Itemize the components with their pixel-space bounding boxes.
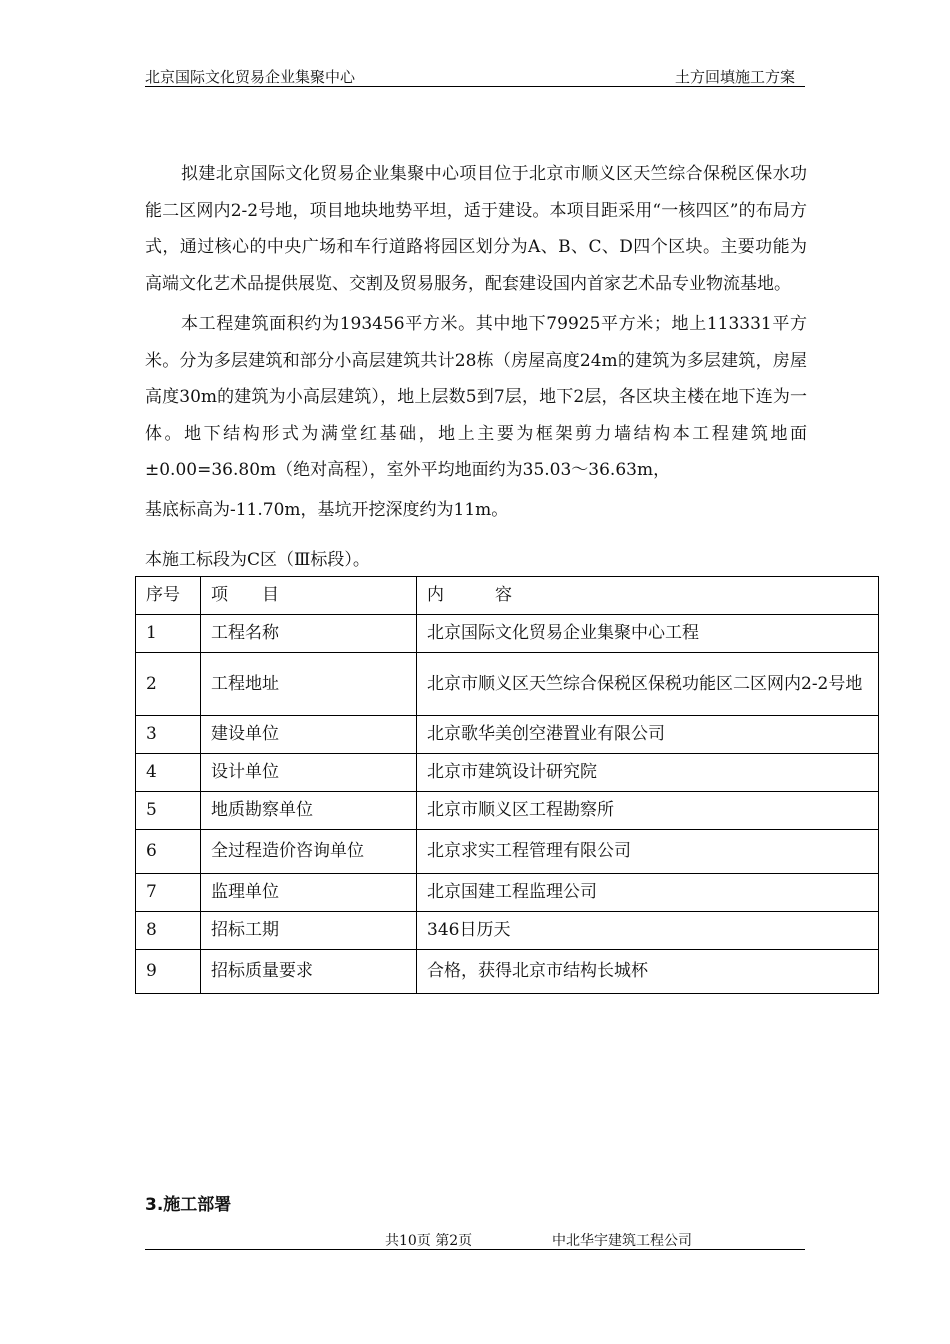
footer-divider [145, 1249, 805, 1250]
row-content: 北京市顺义区天竺综合保税区保税功能区二区网内2-2号地 [417, 653, 879, 716]
row-number: 1 [136, 615, 201, 653]
company-name: 中北华宇建筑工程公司 [552, 1233, 692, 1249]
row-item: 全过程造价咨询单位 [201, 830, 417, 874]
row-item: 工程地址 [201, 653, 417, 716]
table-row [136, 912, 879, 950]
table-row [136, 874, 879, 912]
row-number: 8 [136, 912, 201, 950]
row-number: 4 [136, 754, 201, 792]
page-count: 共10页 第2页 [385, 1233, 473, 1249]
table-header-row [136, 577, 879, 615]
intro-paragraph: 拟建北京国际文化贸易企业集聚中心项目位于北京市顺义区天竺综合保税区保水功能二区网内2-2号地，项目地块地势平坦，适于建设。本项目距采用“一核四区”的布局方式，通过核心的中央广场和车行道路将园区划分为A、B、C、D四个区块。主要功能为高端文化艺术品提供展览、交割及贸易服务，配套建设国内首家艺术品专业物流基地。 [145, 164, 807, 294]
table-row [136, 615, 879, 653]
row-item: 建设单位 [201, 716, 417, 754]
row-content: 北京求实工程管理有限公司 [417, 830, 879, 874]
row-item: 设计单位 [201, 754, 417, 792]
area-paragraph: 本工程建筑面积约为193456平方米。其中地下79925平方米；地上113331平方米。分为多层建筑和部分小高层建筑共计28栋（房屋高度24m的建筑为多层建筑，房屋高度30m的建筑为小高层建筑），地上层数5到7层，地下2层，各区块主楼在地下连为一体。地下结构形式为满堂红基础，地上主要为框架剪力墙结构本工程建筑地面±0.00=36.80m（绝对高程），室外平均地面约为35.03～36.63m， [145, 314, 807, 480]
row-content: 北京国建工程监理公司 [417, 874, 879, 912]
section-heading: 3.施工部署 [145, 1195, 232, 1215]
row-number: 6 [136, 830, 201, 874]
row-number: 2 [136, 653, 201, 716]
row-number: 5 [136, 792, 201, 830]
row-item: 招标质量要求 [201, 950, 417, 994]
header-cell: 内 容 [417, 577, 879, 615]
row-item: 监理单位 [201, 874, 417, 912]
page-header [145, 66, 805, 87]
table-row [136, 792, 879, 830]
row-content: 北京市顺义区工程勘察所 [417, 792, 879, 830]
header-cell: 序号 [136, 577, 201, 615]
table-row [136, 653, 879, 716]
row-number: 3 [136, 716, 201, 754]
row-item: 地质勘察单位 [201, 792, 417, 830]
foundation-paragraph: 基底标高为-11.70m，基坑开挖深度约为11m。 [145, 500, 509, 520]
table-row [136, 830, 879, 874]
header-doc-title: 土方回填施工方案 [674, 68, 795, 86]
project-info-table [135, 576, 879, 994]
row-content: 北京市建筑设计研究院 [417, 754, 879, 792]
table-row [136, 754, 879, 792]
row-content: 北京歌华美创空港置业有限公司 [417, 716, 879, 754]
row-item: 招标工期 [201, 912, 417, 950]
row-content: 北京国际文化贸易企业集聚中心工程 [417, 615, 879, 653]
row-content: 346日历天 [417, 912, 879, 950]
row-content: 合格，获得北京市结构长城杯 [417, 950, 879, 994]
section-note: 本施工标段为C区（Ⅲ标段）。 [145, 550, 370, 570]
row-item: 工程名称 [201, 615, 417, 653]
header-cell: 项 目 [201, 577, 417, 615]
table-row [136, 950, 879, 994]
row-number: 9 [136, 950, 201, 994]
table-row [136, 716, 879, 754]
header-project: 北京国际文化贸易企业集聚中心 [145, 68, 356, 86]
row-number: 7 [136, 874, 201, 912]
